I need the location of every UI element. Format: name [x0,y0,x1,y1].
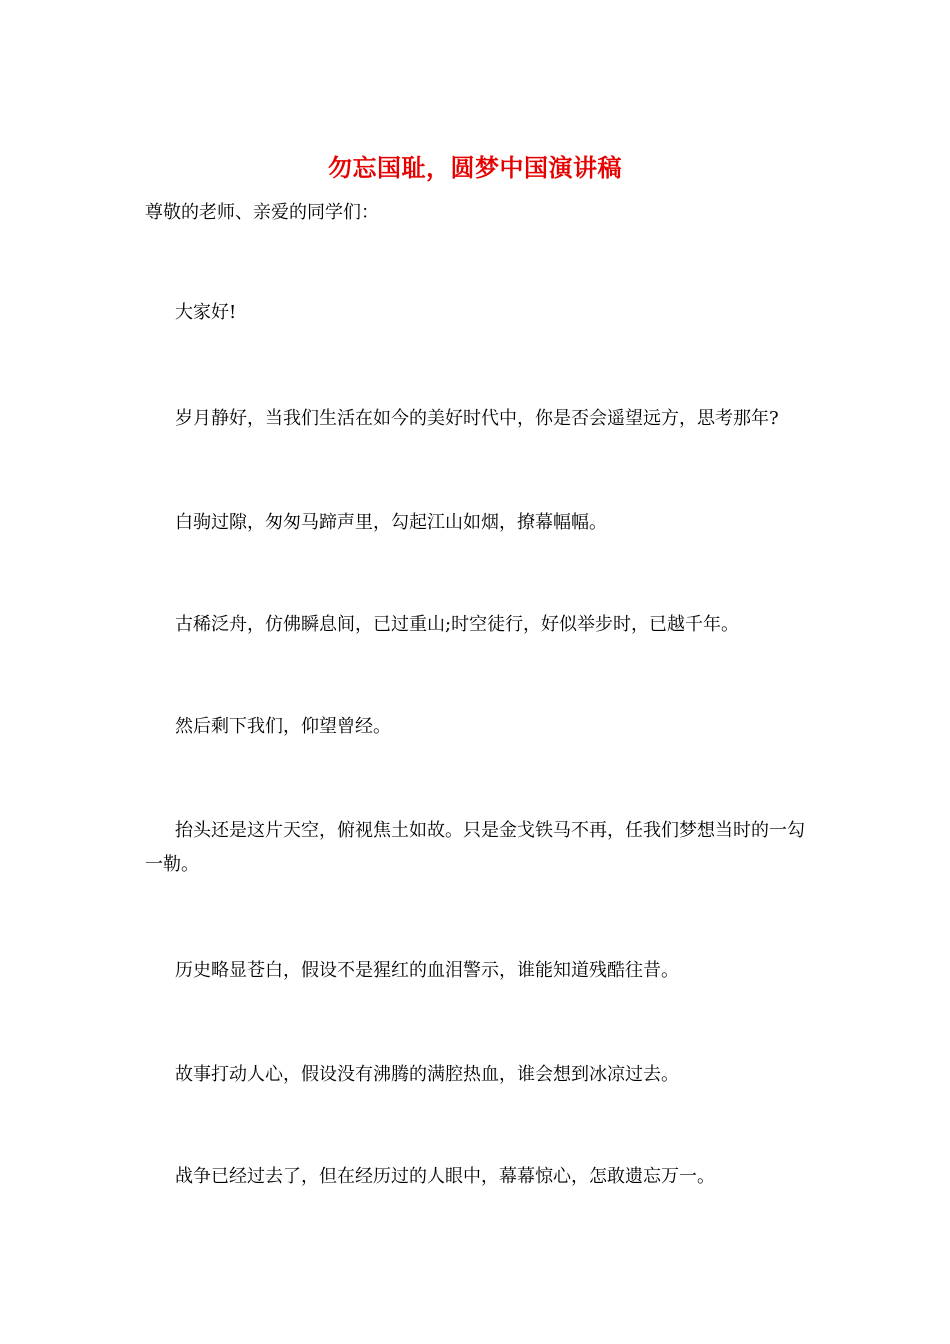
document-title: 勿忘国耻，圆梦中国演讲稿 [328,153,622,182]
paragraph: 古稀泛舟，仿佛瞬息间，已过重山;时空徒行，好似举步时，已越千年。 [175,614,740,635]
paragraph: 战争已经过去了，但在经历过的人眼中，幕幕惊心，怎敢遗忘万一。 [175,1166,715,1187]
paragraph: 白驹过隙，匆匆马蹄声里，勾起江山如烟，撩幕幅幅。 [175,512,607,533]
paragraph: 然后剩下我们，仰望曾经。 [175,716,391,737]
paragraph: 故事打动人心，假设没有沸腾的满腔热血，谁会想到冰凉过去。 [175,1064,679,1085]
paragraph: 抬头还是这片天空，俯视焦土如故。只是金戈铁马不再，任我们梦想当时的一勾一勒。 [145,820,805,875]
paragraph: 大家好! [175,302,237,323]
paragraph: 历史略显苍白，假设不是猩红的血泪警示，谁能知道残酷往昔。 [175,960,679,981]
salutation: 尊敬的老师、亲爱的同学们： [145,202,379,223]
paragraph: 岁月静好，当我们生活在如今的美好时代中，你是否会遥望远方，思考那年? [175,408,779,429]
